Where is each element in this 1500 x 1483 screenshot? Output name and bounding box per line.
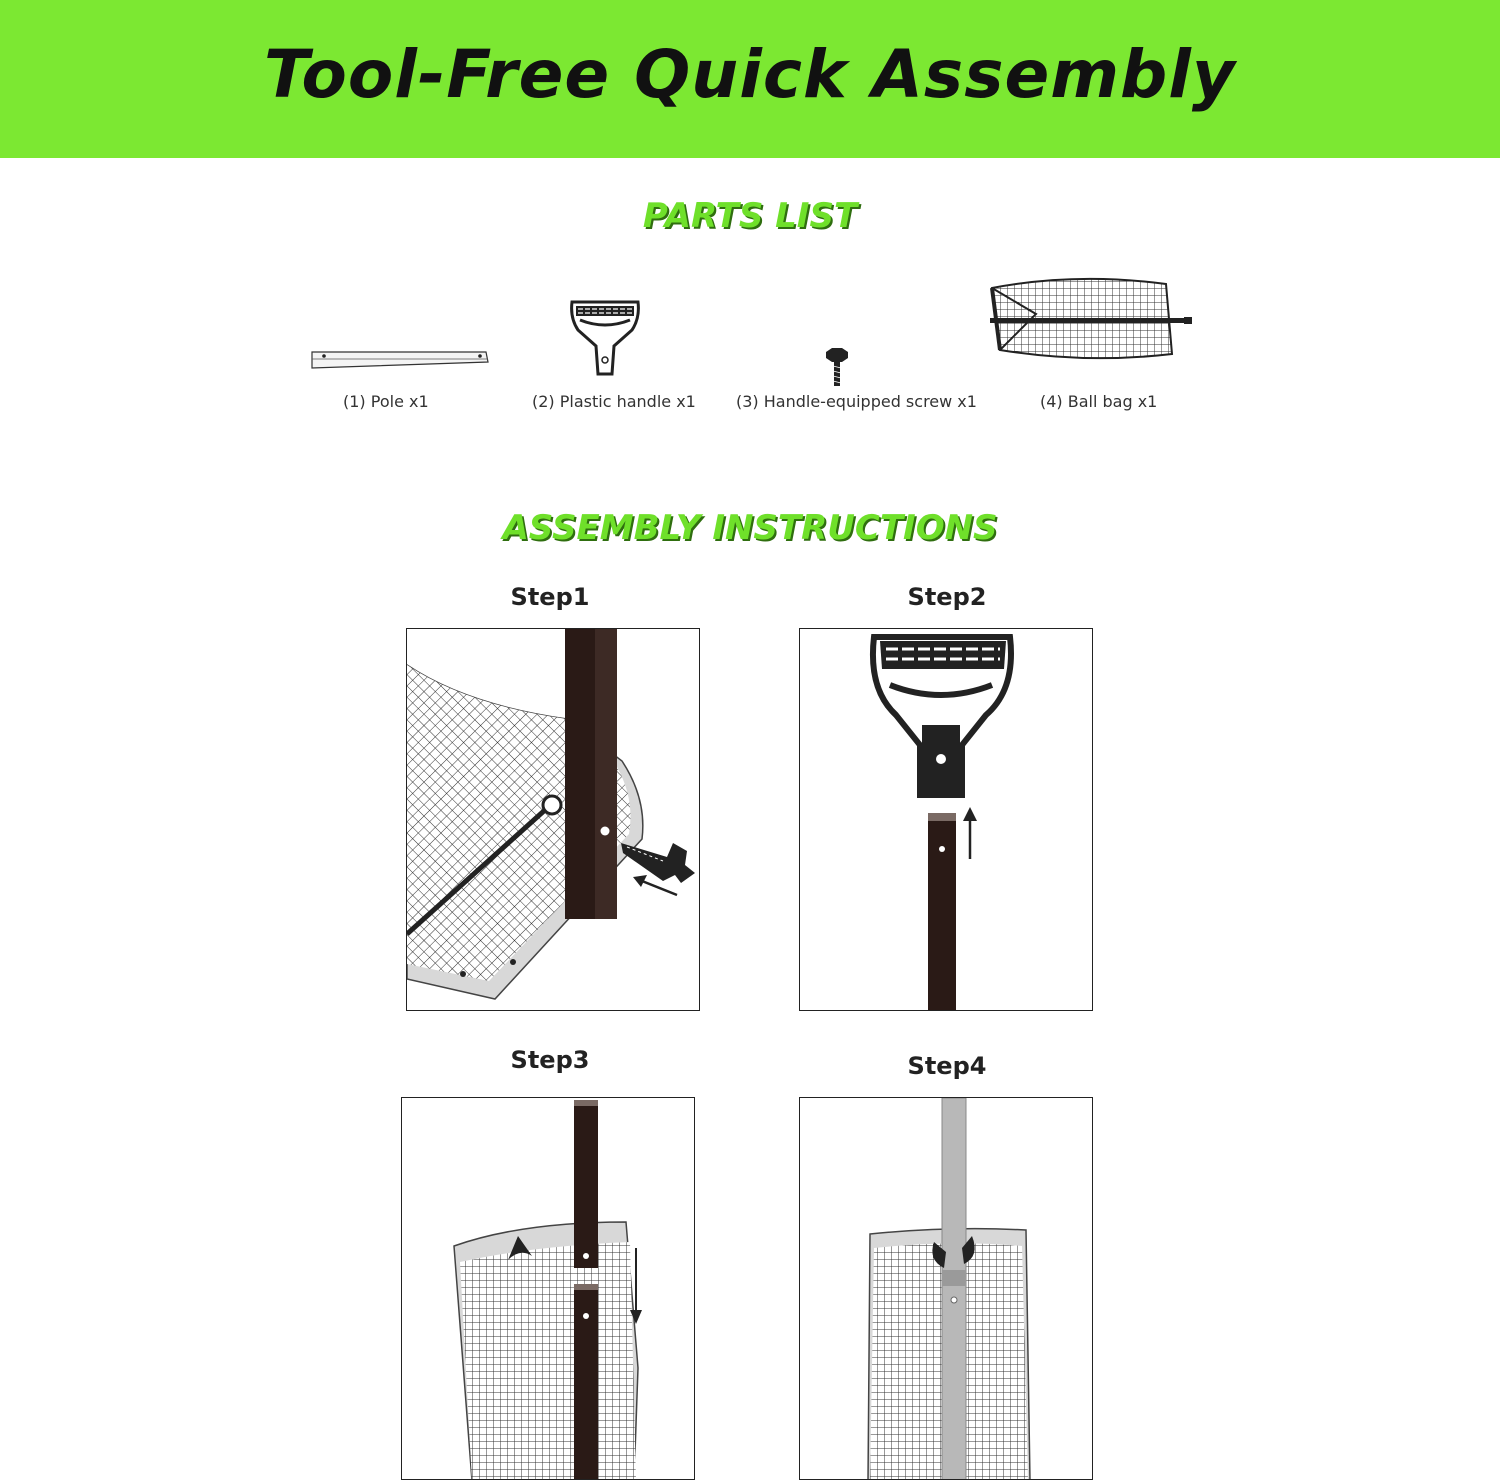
assembly-instructions-title: ASSEMBLY INSTRUCTIONS	[502, 508, 998, 548]
step2-panel	[799, 628, 1093, 1011]
handle-icon	[568, 298, 644, 380]
step-label-2: Step2	[907, 583, 987, 611]
step4-panel	[799, 1097, 1093, 1480]
page-title: Tool-Free Quick Assembly	[264, 36, 1236, 113]
part-label-handle: (2) Plastic handle x1	[532, 392, 696, 411]
step1-panel	[406, 628, 700, 1011]
ball-bag-icon	[986, 274, 1196, 362]
step1-illustration	[407, 629, 700, 1011]
step-label-1: Step1	[510, 583, 590, 611]
step2-illustration	[800, 629, 1093, 1011]
step3-panel	[401, 1097, 695, 1480]
part-label-ball-bag: (4) Ball bag x1	[1040, 392, 1158, 411]
screw-icon	[822, 346, 852, 390]
pole-icon	[308, 346, 492, 374]
part-label-screw: (3) Handle-equipped screw x1	[736, 392, 977, 411]
step-label-3: Step3	[510, 1046, 590, 1074]
step-label-4: Step4	[907, 1052, 987, 1080]
part-label-pole: (1) Pole x1	[343, 392, 429, 411]
parts-list-title: PARTS LIST	[642, 196, 858, 236]
step4-illustration	[800, 1098, 1093, 1480]
header-banner	[0, 0, 1500, 158]
step3-illustration	[402, 1098, 695, 1480]
